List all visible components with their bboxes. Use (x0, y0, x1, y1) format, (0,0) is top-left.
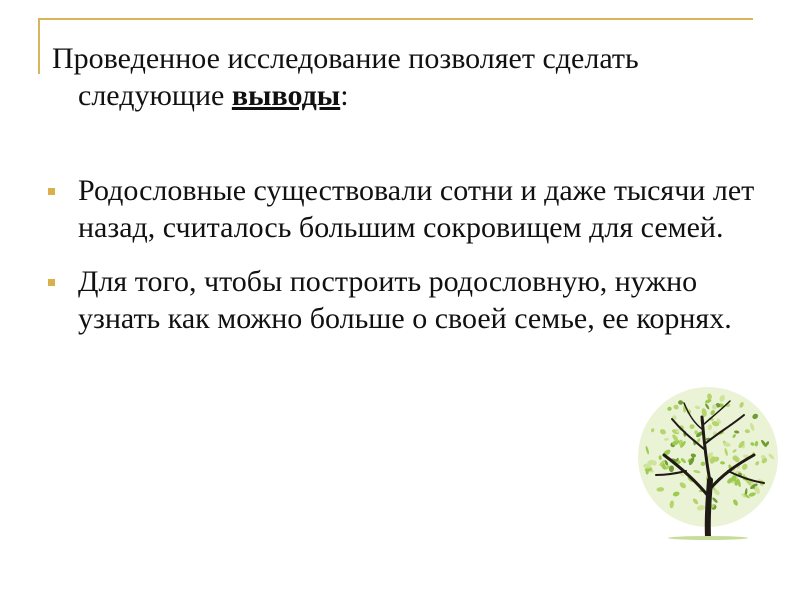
conclusion-text: Родословные существовали сотни и даже тысячи лет назад, считалось большим сокровищем для семей. (78, 174, 755, 244)
tree-icon (636, 385, 781, 540)
bullet-marker-icon (48, 188, 55, 195)
intro-line-2-suffix: : (340, 79, 349, 112)
intro-text (52, 40, 752, 114)
tree-ground (668, 536, 748, 540)
conclusion-text: Для того, чтобы построить родословную, нужно узнать как можно больше о своей семье, ее корнях. (78, 265, 732, 335)
intro-line-2-prefix: следующие (78, 79, 232, 112)
conclusion-item (48, 172, 768, 246)
intro-line-2-bold: выводы (231, 79, 341, 112)
conclusion-item (48, 263, 768, 337)
top-left-rule (38, 18, 40, 74)
bullet-marker-icon (48, 279, 55, 286)
intro-line-1: Проведенное исследование позволяет сделать (52, 42, 639, 75)
top-rule (38, 18, 753, 20)
intro-line-2 (52, 77, 752, 114)
conclusions-list (48, 172, 768, 354)
